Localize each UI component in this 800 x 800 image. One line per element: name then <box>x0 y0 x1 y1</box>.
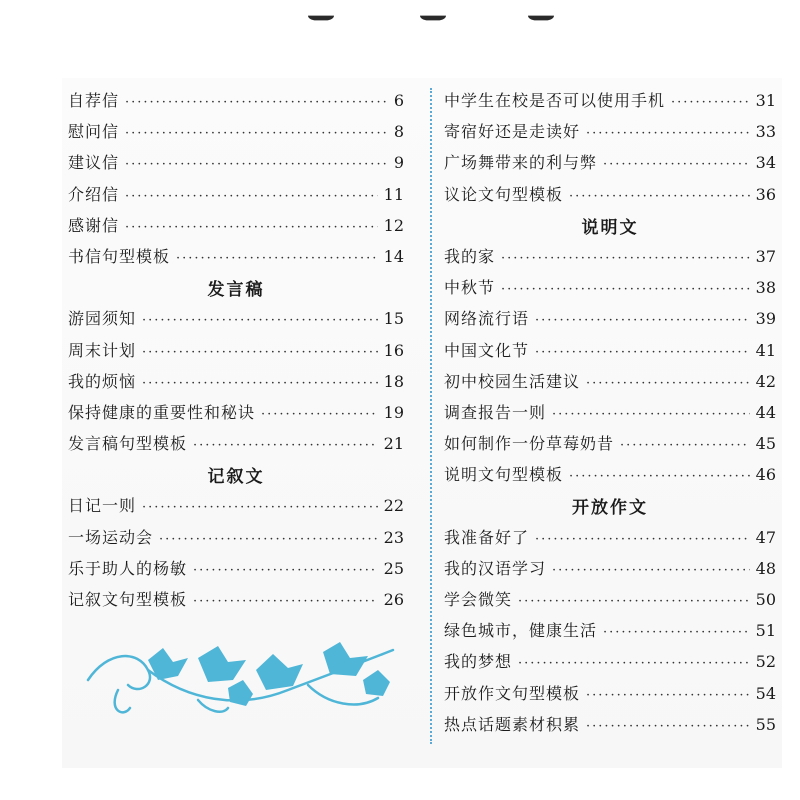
leader-dots <box>535 313 750 328</box>
toc-entry[interactable] <box>68 119 404 150</box>
toc-entry[interactable] <box>68 244 404 275</box>
toc-entry-title: 介绍信 <box>68 184 120 204</box>
leader-dots <box>603 625 750 640</box>
leader-dots <box>518 656 750 671</box>
toc-entry[interactable] <box>444 400 776 431</box>
toc-entry-title: 热点话题素材积累 <box>444 714 581 734</box>
leader-dots <box>586 376 750 391</box>
toc-entry[interactable] <box>68 556 404 587</box>
toc-entry-title: 感谢信 <box>68 215 120 235</box>
toc-entry-title: 日记一则 <box>68 496 137 516</box>
toc-entry-page: 48 <box>755 558 776 578</box>
column-divider <box>430 88 432 744</box>
toc-entry[interactable] <box>444 306 776 337</box>
toc-right-column <box>444 88 776 743</box>
toc-entry-title: 保持健康的重要性和秘诀 <box>68 402 256 422</box>
leader-dots <box>552 563 750 578</box>
toc-entry[interactable] <box>444 338 776 369</box>
toc-entry-page: 38 <box>755 278 776 298</box>
toc-entry[interactable] <box>444 525 776 556</box>
toc-entry-page: 8 <box>393 122 404 142</box>
toc-entry-page: 19 <box>383 402 404 422</box>
toc-entry[interactable] <box>444 275 776 306</box>
toc-entry[interactable] <box>444 244 776 275</box>
leader-dots <box>586 688 750 703</box>
toc-entry-title: 中秋节 <box>444 278 496 298</box>
toc-entry-title: 说明文句型模板 <box>444 465 564 485</box>
toc-entry-title: 记叙文句型模板 <box>68 590 188 609</box>
toc-entry-title: 中国文化节 <box>444 340 530 360</box>
toc-entry-page: 12 <box>383 215 404 235</box>
toc-entry[interactable] <box>68 525 404 556</box>
toc-entry-title: 周末计划 <box>68 340 137 360</box>
toc-entry-page: 23 <box>383 527 404 547</box>
toc-entry-page: 11 <box>383 184 404 204</box>
toc-entry-title: 学会微笑 <box>444 590 513 609</box>
toc-entry[interactable] <box>444 649 776 680</box>
toc-entry-page: 18 <box>383 371 404 391</box>
leader-dots <box>125 126 388 141</box>
toc-entry[interactable] <box>68 369 404 400</box>
toc-entry[interactable] <box>444 556 776 587</box>
leader-dots <box>671 95 750 110</box>
leader-dots <box>142 345 378 360</box>
section-heading: 发言稿 <box>207 280 265 301</box>
leader-dots <box>535 345 750 360</box>
leader-dots <box>535 532 750 547</box>
toc-entry-title: 初中校园生活建议 <box>444 371 581 391</box>
leader-dots <box>142 313 378 328</box>
toc-entry-title: 乐于助人的杨敏 <box>68 558 188 578</box>
toc-entry[interactable] <box>444 431 776 462</box>
toc-entry-page: 47 <box>755 527 776 547</box>
toc-entry[interactable] <box>444 369 776 400</box>
toc-entry-page: 25 <box>383 558 404 578</box>
toc-entry-title: 自荐信 <box>68 91 120 110</box>
section-heading: 记叙文 <box>207 467 265 488</box>
leader-dots <box>193 438 378 453</box>
section-heading: 说明文 <box>581 217 639 238</box>
toc-entry-title: 我的梦想 <box>444 652 513 672</box>
toc-entry[interactable] <box>444 712 776 743</box>
toc-entry-title: 我的烦恼 <box>68 371 137 391</box>
toc-entry-page: 22 <box>383 496 404 516</box>
leader-dots <box>586 719 750 734</box>
toc-entry[interactable] <box>68 431 404 462</box>
toc-entry-title: 开放作文句型模板 <box>444 683 581 703</box>
toc-entry-page: 44 <box>755 402 776 422</box>
toc-entry-page: 55 <box>755 714 776 734</box>
toc-entry-page: 33 <box>755 122 776 142</box>
toc-entry[interactable] <box>68 150 404 181</box>
leader-dots <box>501 251 750 266</box>
leader-dots <box>142 376 378 391</box>
toc-entry-title: 调查报告一则 <box>444 402 547 422</box>
toc-entry-page: 37 <box>755 246 776 266</box>
leader-dots <box>552 407 750 422</box>
toc-entry-page: 54 <box>755 683 776 703</box>
toc-entry-page: 15 <box>383 309 404 329</box>
toc-entry-page: 31 <box>755 91 776 110</box>
toc-entry-title: 发言稿句型模板 <box>68 434 188 454</box>
toc-entry[interactable] <box>444 182 776 213</box>
toc-entry[interactable] <box>68 400 404 431</box>
toc-entry-page: 9 <box>393 153 404 173</box>
toc-entry-title: 书信句型模板 <box>68 246 171 266</box>
section-heading: 开放作文 <box>572 498 648 519</box>
toc-entry-title: 绿色城市，健康生活 <box>444 621 598 641</box>
toc-entry-title: 中学生在校是否可以使用手机 <box>444 91 666 110</box>
toc-entry[interactable] <box>68 493 404 524</box>
leader-dots <box>518 594 750 609</box>
leader-dots <box>603 157 750 172</box>
toc-entry[interactable] <box>444 88 776 119</box>
toc-entry[interactable] <box>444 681 776 712</box>
toc-entry[interactable] <box>444 150 776 181</box>
toc-entry-page: 42 <box>755 371 776 391</box>
toc-entry-title: 游园须知 <box>68 309 137 329</box>
toc-entry-page: 34 <box>755 153 776 173</box>
leader-dots <box>125 95 388 110</box>
toc-entry-page: 41 <box>755 340 776 360</box>
toc-entry-page: 50 <box>755 590 776 609</box>
toc-entry-page: 45 <box>755 434 776 454</box>
toc-entry[interactable] <box>68 88 404 119</box>
toc-entry-page: 39 <box>755 309 776 329</box>
toc-entry-page: 21 <box>383 434 404 454</box>
toc-entry[interactable] <box>444 587 776 618</box>
toc-entry-title: 如何制作一份草莓奶昔 <box>444 434 615 454</box>
leader-dots <box>142 500 378 515</box>
top-binding-marks <box>0 8 800 28</box>
toc-entry[interactable] <box>444 618 776 649</box>
leader-dots <box>125 157 388 172</box>
toc-entry-title: 议论文句型模板 <box>444 184 564 204</box>
toc-entry[interactable] <box>444 119 776 150</box>
toc-left-column <box>68 88 404 618</box>
leader-dots <box>501 282 750 297</box>
leader-dots <box>125 189 378 204</box>
toc-entry-title: 网络流行语 <box>444 309 530 329</box>
leader-dots <box>261 407 378 422</box>
leader-dots <box>586 126 750 141</box>
toc-entry-page: 51 <box>755 621 776 641</box>
toc-entry[interactable] <box>68 213 404 244</box>
leader-dots <box>620 438 750 453</box>
toc-entry[interactable] <box>68 338 404 369</box>
toc-entry-title: 广场舞带来的利与弊 <box>444 153 598 173</box>
toc-entry-title: 建议信 <box>68 153 120 173</box>
leader-dots <box>125 220 378 235</box>
toc-entry-page: 52 <box>755 652 776 672</box>
toc-entry-title: 我的汉语学习 <box>444 558 547 578</box>
leader-dots <box>159 532 378 547</box>
toc-entry-title: 一场运动会 <box>68 527 154 547</box>
toc-entry-page: 26 <box>383 590 404 609</box>
toc-entry[interactable] <box>68 306 404 337</box>
toc-entry-title: 我的家 <box>444 246 496 266</box>
toc-entry-title: 我准备好了 <box>444 527 530 547</box>
toc-entry-page: 16 <box>383 340 404 360</box>
toc-entry[interactable] <box>68 182 404 213</box>
toc-entry[interactable] <box>444 462 776 493</box>
toc-entry-page: 6 <box>393 91 404 110</box>
leader-dots <box>176 251 378 266</box>
leader-dots <box>193 594 378 609</box>
leader-dots <box>569 469 750 484</box>
toc-entry-page: 36 <box>755 184 776 204</box>
toc-entry-title: 慰问信 <box>68 122 120 142</box>
toc-entry[interactable] <box>68 587 404 618</box>
toc-entry-page: 46 <box>755 465 776 485</box>
leader-dots <box>193 563 378 578</box>
leader-dots <box>569 189 750 204</box>
toc-entry-page: 14 <box>383 246 404 266</box>
toc-entry-title: 寄宿好还是走读好 <box>444 122 581 142</box>
ivy-vine-ornament-icon <box>78 640 408 720</box>
